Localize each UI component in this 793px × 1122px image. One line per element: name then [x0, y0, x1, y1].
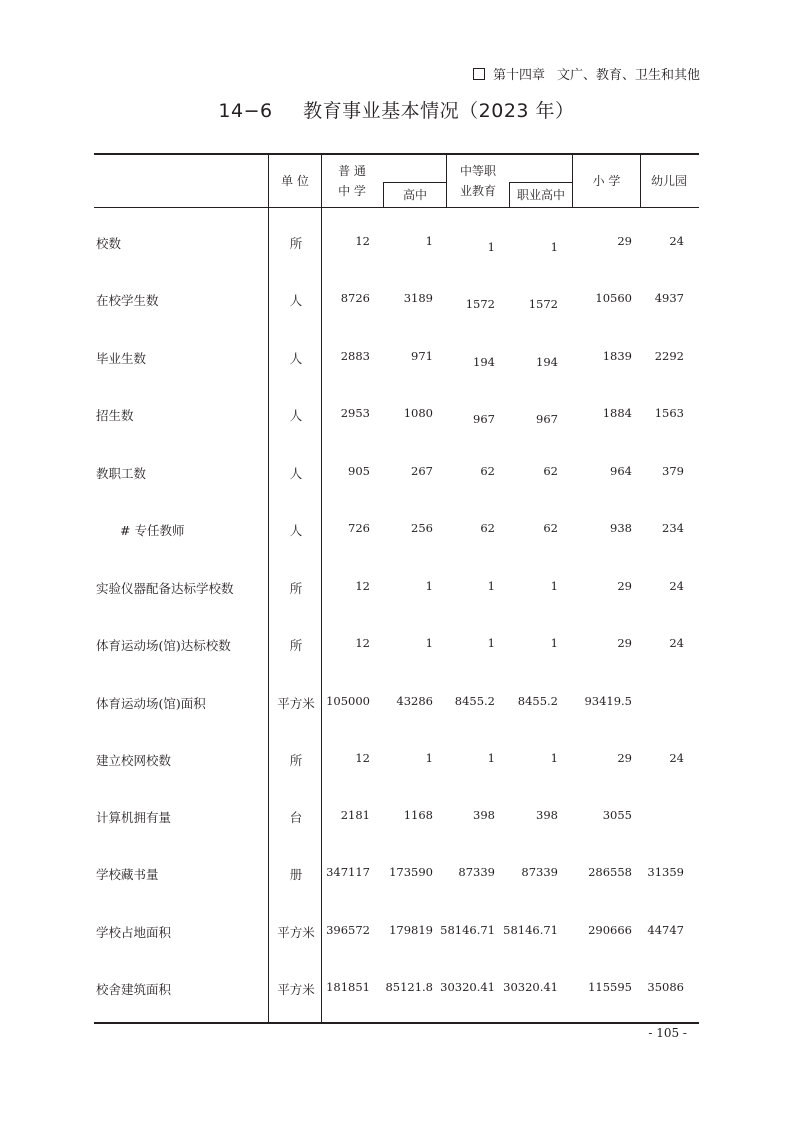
table-cell: 58146.71: [440, 923, 495, 937]
table-cell: 1: [550, 636, 558, 650]
table-cell: 29: [617, 579, 632, 593]
row-unit: 平方米: [277, 982, 315, 997]
table-cell: 12: [355, 579, 370, 593]
row-unit: 平方米: [277, 925, 315, 940]
table-divider-stub: [268, 153, 269, 1023]
table-cell: 43286: [396, 694, 433, 708]
table-cell: 85121.8: [385, 980, 433, 994]
table-cell: 8726: [340, 291, 370, 305]
table-cell: 234: [662, 521, 684, 535]
table-title: 教育事业基本情况（2023 年）: [303, 100, 575, 122]
row-unit: 所: [289, 581, 303, 596]
subheader-rule: [509, 182, 572, 183]
table-cell: 194: [473, 355, 495, 369]
table-cell: 87339: [458, 865, 495, 879]
row-unit: 人: [289, 466, 303, 481]
row-unit: 平方米: [277, 696, 315, 711]
table-cell: 10560: [595, 291, 632, 305]
table-cell: 62: [480, 464, 495, 478]
table-cell: 1: [425, 234, 433, 248]
table-cell: 290666: [588, 923, 632, 937]
table-cell: 35086: [647, 980, 684, 994]
table-cell: 3055: [602, 808, 632, 822]
table-cell: 347117: [326, 865, 370, 879]
table-cell: 30320.41: [440, 980, 495, 994]
table-cell: 24: [669, 579, 684, 593]
table-cell: 256: [411, 521, 433, 535]
table-cell: 967: [473, 412, 495, 426]
table-cell: 726: [348, 521, 370, 535]
table-cell: 2883: [340, 349, 370, 363]
table-cell: 62: [543, 521, 558, 535]
column-header-primary: 小 学: [592, 174, 621, 188]
table-number: 14−6: [218, 100, 273, 122]
table-cell: 1: [550, 240, 558, 254]
square-icon: [473, 68, 485, 80]
table-cell: 1080: [403, 406, 433, 420]
table-bottom-rule: [94, 1022, 699, 1024]
table-cell: 115595: [588, 980, 632, 994]
table-cell: 4937: [654, 291, 684, 305]
table-header-rule: [94, 207, 699, 208]
table-cell: 1572: [528, 297, 558, 311]
table-cell: 905: [348, 464, 370, 478]
row-label: 教职工数: [96, 466, 147, 481]
table-top-rule: [94, 153, 699, 155]
table-cell: 62: [543, 464, 558, 478]
table-cell: 2953: [340, 406, 370, 420]
row-unit: 人: [289, 523, 303, 538]
row-unit: 人: [289, 351, 303, 366]
table-cell: 1: [425, 751, 433, 765]
table-cell: 2181: [340, 808, 370, 822]
table-cell: 2292: [654, 349, 684, 363]
table-cell: 181851: [326, 980, 370, 994]
table-cell: 87339: [521, 865, 558, 879]
table-cell: 12: [355, 636, 370, 650]
row-label: 体育运动场(馆)面积: [96, 696, 206, 711]
table-cell: 1572: [465, 297, 495, 311]
row-label: 实验仪器配备达标学校数: [96, 581, 234, 596]
column-header-high-school: 高中: [402, 188, 427, 202]
table-cell: 105000: [326, 694, 370, 708]
subheader-rule: [383, 182, 446, 183]
table-cell: 12: [355, 234, 370, 248]
page-number: - 105 -: [648, 1026, 687, 1040]
row-label: 体育运动场(馆)达标校数: [96, 638, 231, 653]
table-cell: 29: [617, 234, 632, 248]
table-cell: 1: [550, 579, 558, 593]
table-cell: 1: [550, 751, 558, 765]
row-unit: 册: [289, 867, 303, 882]
page-title: [0, 96, 793, 123]
table-cell: 8455.2: [454, 694, 495, 708]
table-cell: 173590: [389, 865, 433, 879]
row-label: 学校藏书量: [96, 867, 159, 882]
row-label: 计算机拥有量: [96, 810, 172, 825]
table-cell: 1884: [602, 406, 632, 420]
row-label: 校数: [96, 236, 122, 251]
table-cell: 1: [425, 579, 433, 593]
row-unit: 所: [289, 753, 303, 768]
column-header-secondary-voc: 业教育: [459, 184, 496, 198]
column-header-kindergarten: 幼儿园: [650, 174, 687, 188]
table-cell: 286558: [588, 865, 632, 879]
table-cell: 1839: [602, 349, 632, 363]
table-cell: 398: [536, 808, 558, 822]
row-label: 毕业生数: [96, 351, 147, 366]
table-cell: 12: [355, 751, 370, 765]
column-header-unit: 单 位: [281, 174, 309, 188]
chapter-label: 第十四章: [492, 68, 545, 83]
table-cell: 24: [669, 751, 684, 765]
row-label: 招生数: [96, 408, 134, 423]
row-label: # 专任教师: [120, 523, 185, 538]
row-unit: 台: [289, 810, 303, 825]
table-cell: 24: [669, 636, 684, 650]
table-cell: 31359: [647, 865, 684, 879]
table-cell: 93419.5: [584, 694, 632, 708]
row-unit: 人: [289, 408, 303, 423]
table-cell: 396572: [326, 923, 370, 937]
row-label: 校舍建筑面积: [96, 982, 172, 997]
table-cell: 379: [662, 464, 684, 478]
row-unit: 所: [289, 236, 303, 251]
section-label: 文广、教育、卫生和其他: [556, 68, 700, 83]
row-label: 建立校网校数: [96, 753, 172, 768]
table-cell: 267: [411, 464, 433, 478]
table-cell: 971: [411, 349, 433, 363]
table-cell: 1: [487, 751, 495, 765]
table-cell: 1: [487, 240, 495, 254]
column-header-voc-high: 职业高中: [516, 188, 565, 202]
table-cell: 1: [425, 636, 433, 650]
running-header: [473, 64, 700, 83]
table-cell: 1563: [654, 406, 684, 420]
table-cell: 30320.41: [503, 980, 558, 994]
table-cell: 938: [610, 521, 632, 535]
column-header-general-middle: 普 通: [338, 164, 366, 178]
table-cell: 179819: [389, 923, 433, 937]
table-cell: 1: [487, 579, 495, 593]
row-unit: 人: [289, 293, 303, 308]
row-label: 学校占地面积: [96, 925, 172, 940]
table-cell: 964: [610, 464, 632, 478]
table-cell: 398: [473, 808, 495, 822]
table-cell: 8455.2: [517, 694, 558, 708]
table-cell: 3189: [403, 291, 433, 305]
table-cell: 44747: [647, 923, 684, 937]
table-cell: 58146.71: [503, 923, 558, 937]
table-cell: 967: [536, 412, 558, 426]
table-cell: 24: [669, 234, 684, 248]
table-cell: 29: [617, 751, 632, 765]
row-label: 在校学生数: [96, 293, 159, 308]
row-unit: 所: [289, 638, 303, 653]
table-cell: 1168: [403, 808, 433, 822]
table-cell: 194: [536, 355, 558, 369]
table-cell: 1: [487, 636, 495, 650]
column-header-secondary-voc: 中等职: [459, 164, 496, 178]
column-header-general-middle: 中 学: [338, 184, 366, 198]
table-cell: 29: [617, 636, 632, 650]
table-cell: 62: [480, 521, 495, 535]
